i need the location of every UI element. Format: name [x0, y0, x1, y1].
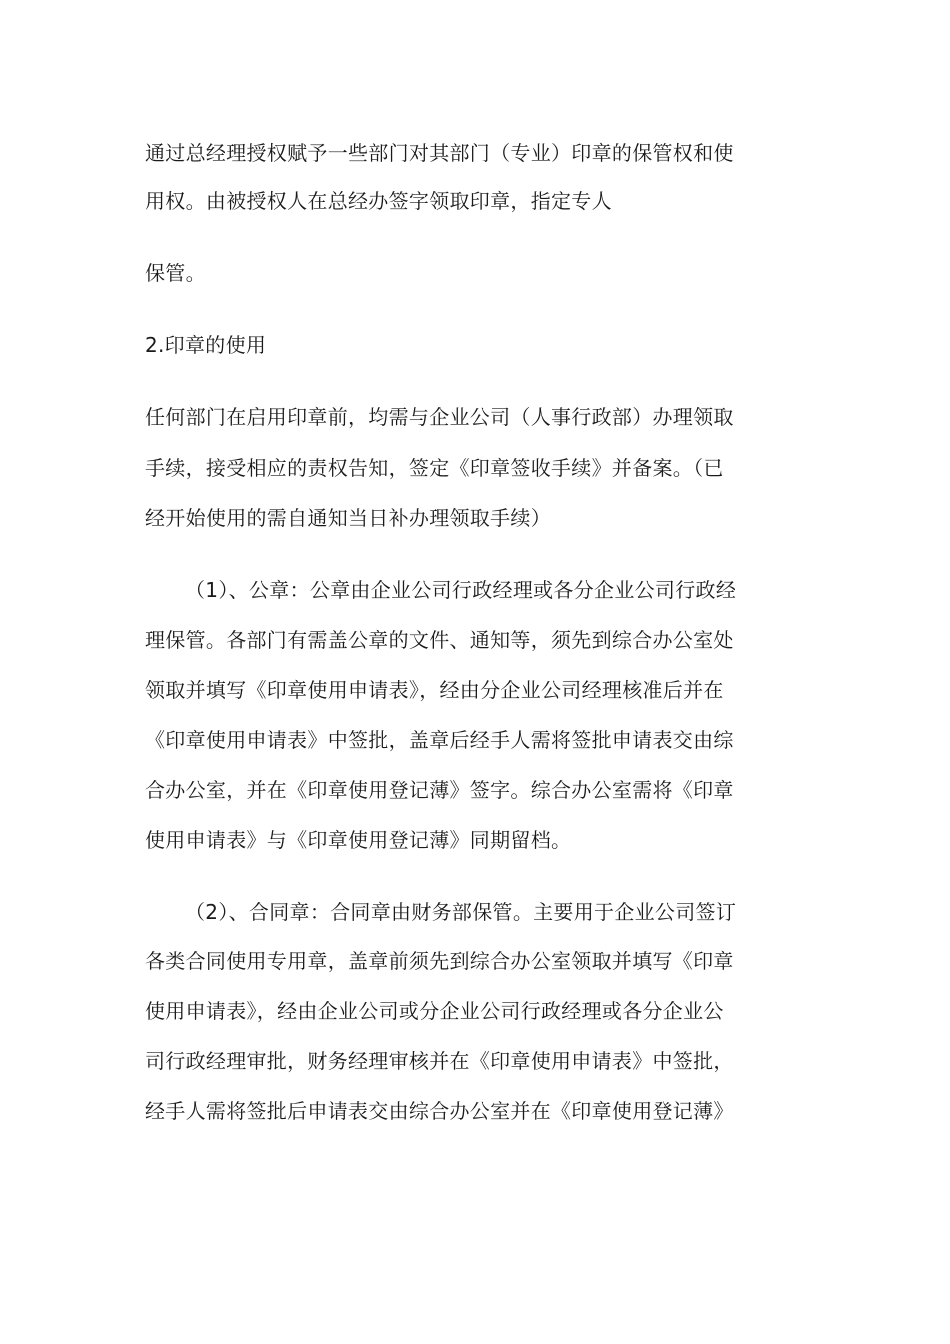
paragraph-1-line-2: 用权。由被授权人在总经办签字领取印章，指定专人	[145, 189, 612, 213]
item-2-line-3: 使用申请表》，经由企业公司或分企业公司行政经理或各分企业公	[145, 999, 724, 1023]
item-1-line-1: （1）、公章：公章由企业公司行政经理或各分企业公司行政经	[185, 578, 737, 602]
item-2-line-2: 各类合同使用专用章，盖章前须先到综合办公室领取并填写《印章	[145, 949, 734, 973]
item-1-line-2: 理保管。各部门有需盖公章的文件、通知等，须先到综合办公室处	[145, 628, 734, 652]
item-1-line-3: 领取并填写《印章使用申请表》，经由分企业公司经理核准后并在	[145, 678, 724, 702]
item-2-line-5: 经手人需将签批后申请表交由综合办公室并在《印章使用登记薄》	[145, 1099, 734, 1123]
item-2-line-1: （2）、合同章：合同章由财务部保管。主要用于企业公司签订	[185, 900, 737, 924]
item-2-line-4: 司行政经理审批，财务经理审核并在《印章使用申请表》中签批，	[145, 1049, 734, 1073]
paragraph-1-line-1: 通过总经理授权赋予一些部门对其部门（专业）印章的保管权和使	[145, 141, 734, 165]
item-1-line-5: 合办公室，并在《印章使用登记薄》签字。综合办公室需将《印章	[145, 778, 734, 802]
item-1-line-4: 《印章使用申请表》中签批，盖章后经手人需将签批申请表交由综	[145, 728, 734, 752]
paragraph-3-line-3: 经开始使用的需自通知当日补办理领取手续）	[145, 506, 551, 530]
paragraph-3-line-2: 手续，接受相应的责权告知，签定《印章签收手续》并备案。（已	[145, 456, 724, 480]
paragraph-2-line-1: 保管。	[145, 261, 206, 285]
item-1-line-6: 使用申请表》与《印章使用登记薄》同期留档。	[145, 828, 572, 852]
paragraph-3-line-1: 任何部门在启用印章前，均需与企业公司（人事行政部）办理领取	[145, 405, 734, 429]
section-heading: 2.印章的使用	[145, 333, 267, 357]
